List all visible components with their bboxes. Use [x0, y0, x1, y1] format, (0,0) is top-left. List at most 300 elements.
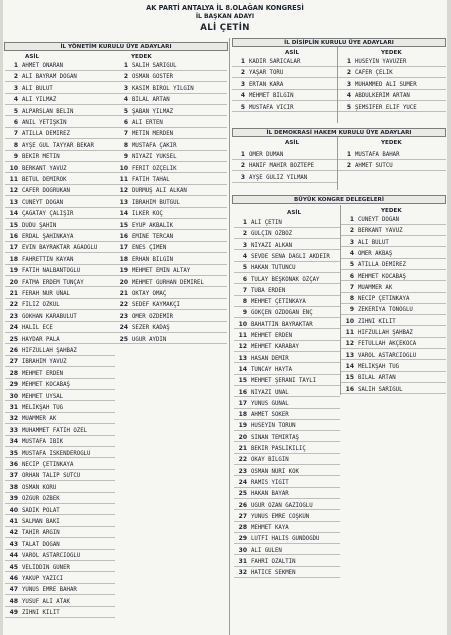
candidate-number: 27: [238, 512, 247, 520]
candidate-name: HIFZULLAH ŞAHBAZ: [358, 330, 413, 336]
candidate-number: 24: [119, 324, 128, 332]
il-yonetim-asil-row: [5, 73, 115, 82]
buyuk-kongre-asil-row: [234, 434, 340, 443]
candidate-name: CAFER ÇELİK: [355, 70, 393, 77]
buyuk-kongre-yedek-row: [341, 318, 446, 327]
candidate-number: 13: [238, 354, 247, 362]
buyuk-kongre-yedek-row: [341, 261, 446, 270]
kongre-column-divider: [340, 205, 341, 395]
candidate-name: HÜSEYİN TORUN: [251, 423, 296, 430]
candidate-name: MEHMET KOCABAŞ: [22, 382, 70, 389]
il-yonetim-asil-row: [5, 187, 115, 196]
buyuk-kongre-asil-row: [234, 468, 340, 477]
candidate-name: MUSTAFA ÇAKIR: [132, 142, 177, 149]
buyuk-kongre-yedek-row: [341, 216, 446, 225]
candidate-number: 17: [238, 399, 247, 407]
candidate-number: 1: [123, 62, 128, 69]
candidate-name: ZİHNİ KİLİT: [358, 318, 396, 325]
candidate-name: OKTAY OMAÇ: [132, 291, 167, 297]
candidate-number: 44: [9, 552, 18, 560]
candidate-name: MEHMET BİLGİN: [249, 93, 294, 100]
candidate-name: ERDAL ŞAHİNKAYA: [22, 234, 74, 240]
candidate-name: YUNUS GÜNAL: [251, 400, 289, 407]
candidate-number: 4: [123, 96, 128, 104]
candidate-number: 2: [349, 227, 354, 235]
candidate-number: 9: [242, 309, 247, 317]
il-yonetim-yedek-row: [115, 62, 227, 71]
buyuk-kongre-asil-row: [234, 502, 340, 511]
candidate-name: CÜNEYT DOĞAN: [358, 217, 400, 223]
candidate-number: 23: [238, 467, 247, 475]
buyuk-kongre-asil-row: [234, 287, 340, 296]
buyuk-kongre-yedek-row: [341, 250, 446, 259]
candidate-number: 2: [123, 73, 128, 81]
il-yonetim-asil-row: [5, 484, 115, 493]
candidate-number: 11: [238, 332, 247, 339]
buyuk-kongre-asil-row: [234, 321, 340, 330]
candidate-name: TAHİR ARGIN: [22, 530, 60, 537]
candidate-number: 13: [345, 351, 354, 359]
buyuk-kongre-asil-row: [234, 230, 340, 239]
buyuk-kongre-asil-row: [234, 343, 340, 352]
il-disiplin-asil-label: ASİL: [285, 50, 300, 56]
candidate-number: 12: [119, 187, 128, 195]
candidate-number: 1: [242, 219, 247, 226]
il-yonetim-yedek-row: [115, 279, 227, 288]
candidate-name: METİN MERDEN: [132, 131, 174, 138]
candidate-name: SEZER KADAŞ: [132, 325, 170, 332]
candidate-number: 4: [242, 252, 247, 260]
candidate-number: 13: [9, 198, 18, 206]
candidate-number: 40: [9, 506, 18, 514]
candidate-number: 46: [9, 575, 18, 582]
il-yonetim-asil-row: [5, 176, 115, 185]
buyuk-kongre-asil-label: ASİL: [287, 210, 302, 216]
candidate-name: BERKANT YAVUZ: [358, 228, 403, 235]
buyuk-kongre-asil-row: [234, 411, 340, 420]
il-yonetim-asil-row: [5, 233, 115, 242]
candidate-name: TUBA ERDEN: [251, 287, 286, 294]
candidate-name: FATİH TAHAL: [132, 177, 170, 183]
candidate-name: MEHMET KOCABAŞ: [358, 273, 406, 280]
il-yonetim-asil-row: [5, 96, 115, 105]
il-demokrasi-title: İL DEMOKRASİ HAKEM KURULU ÜYE ADAYLARI: [232, 128, 446, 137]
candidate-number: 41: [9, 518, 18, 525]
candidate-number: 36: [9, 461, 18, 468]
il-yonetim-yedek-row: [115, 96, 227, 105]
candidate-name: TALAT DOĞAN: [22, 541, 60, 548]
candidate-number: 43: [9, 540, 18, 548]
il-yonetim-asil-row: [5, 370, 115, 379]
candidate-name: EYÜP AKBALIK: [132, 222, 174, 229]
candidate-name: ALİ BULUT: [358, 239, 389, 246]
il-yonetim-asil-row: [5, 529, 115, 538]
buyuk-kongre-asil-row: [234, 355, 340, 364]
candidate-number: 2: [13, 73, 18, 81]
il-yonetim-asil-row: [5, 564, 115, 573]
il-demokrasi-yedek-label: YEDEK: [381, 140, 402, 146]
president-section-title: İL BAŞKAN ADAYI: [195, 13, 255, 20]
candidate-name: ZEKERİYA TONOĞLU: [358, 307, 413, 314]
candidate-number: 21: [119, 290, 128, 297]
candidate-number: 17: [119, 244, 128, 252]
candidate-number: 14: [345, 362, 354, 370]
candidate-name: İBRAHİM YAVUZ: [22, 359, 67, 366]
congress-title: AK PARTİ ANTALYA İL 8.OLAĞAN KONGRESİ: [146, 4, 304, 12]
il-yonetim-asil-row: [5, 404, 115, 413]
candidate-name: ANIL YETİŞKİN: [22, 120, 67, 126]
il-yonetim-yedek-row: [115, 119, 227, 128]
candidate-name: BİLAL ARTAN: [358, 375, 396, 382]
candidate-number: 5: [123, 107, 128, 115]
candidate-name: CÜNEYT DOĞAN: [22, 199, 64, 206]
candidate-number: 38: [9, 483, 18, 491]
candidate-number: 37: [9, 472, 18, 480]
il-yonetim-asil-row: [5, 210, 115, 219]
candidate-name: TÜLAY BEŞKONAK ÖZÇAY: [251, 276, 320, 283]
candidate-number: 21: [238, 445, 247, 452]
candidate-name: HAKAN BAYAR: [251, 491, 289, 498]
candidate-name: CAFER DOĞRUKAN: [22, 188, 70, 195]
candidate-number: 31: [238, 558, 247, 565]
il-yonetim-asil-row: [5, 153, 115, 162]
candidate-name: YUNUS EMRE COŞKUN: [251, 513, 310, 520]
il-disiplin-yedek-row: [338, 81, 446, 90]
il-yonetim-yedek-row: [115, 176, 227, 185]
il-disiplin-title: İL DİSİPLİN KURULU ÜYE ADAYLARI: [232, 38, 446, 47]
il-yonetim-asil-row: [5, 450, 115, 459]
candidate-name: YAKUP YAZICI: [22, 576, 64, 582]
il-disiplin-yedek-row: [338, 69, 446, 78]
il-yonetim-asil-row: [5, 575, 115, 584]
candidate-number: 1: [346, 58, 351, 65]
candidate-number: 18: [119, 255, 128, 263]
candidate-number: 25: [238, 490, 247, 498]
candidate-number: 5: [13, 107, 18, 115]
il-yonetim-asil-row: [5, 119, 115, 128]
candidate-name: ÖZGÜR ÖZBEK: [22, 496, 60, 503]
candidate-name: BAHATTİN BAYRAKTAR: [251, 321, 313, 328]
candidate-name: FİLİZ ÖZKUL: [22, 302, 60, 309]
candidate-number: 22: [9, 301, 18, 309]
buyuk-kongre-asil-row: [234, 445, 340, 454]
buyuk-kongre-asil-row: [234, 456, 340, 465]
candidate-number: 6: [349, 272, 354, 280]
il-yonetim-asil-row: [5, 552, 115, 561]
il-yonetim-asil-row: [5, 461, 115, 470]
candidate-number: 20: [119, 278, 128, 286]
candidate-name: NİYAZİ YÜKSEL: [132, 154, 177, 161]
candidate-name: İBRAHİM BUTGÜL: [132, 199, 180, 206]
candidate-number: 9: [13, 153, 18, 161]
candidate-name: ÖMER ÖZDEMİR: [132, 313, 174, 320]
il-yonetim-yedek-row: [115, 153, 227, 162]
candidate-name: ALİ YILMAZ: [22, 97, 57, 104]
il-yonetim-yedek-row: [115, 313, 227, 322]
candidate-name: YUNUS EMRE BAHAR: [22, 587, 77, 594]
candidate-number: 7: [349, 283, 354, 291]
candidate-number: 14: [119, 210, 128, 218]
candidate-name: HASAN DEMİR: [251, 355, 289, 362]
candidate-name: GÜLÇİN ÖZBOZ: [251, 231, 293, 238]
candidate-number: 8: [242, 298, 247, 306]
candidate-name: FATMA ERDEM TUNÇAY: [22, 279, 84, 286]
candidate-number: 11: [119, 176, 128, 183]
il-yonetim-yedek-row: [115, 187, 227, 196]
candidate-name: OKAY BİLGİN: [251, 457, 289, 464]
candidate-number: 25: [9, 335, 18, 343]
il-yonetim-yedek-row: [115, 267, 227, 276]
president-name: ALİ ÇETİN: [200, 23, 250, 33]
candidate-number: 31: [9, 404, 18, 411]
il-demokrasi-asil-row: [232, 174, 337, 183]
candidate-number: 17: [9, 244, 18, 252]
candidate-name: SADIK POLAT: [22, 507, 60, 514]
il-yonetim-asil-row: [5, 415, 115, 424]
center-divider: [229, 38, 230, 635]
il-disiplin-asil-row: [232, 81, 337, 90]
candidate-number: 3: [242, 241, 247, 249]
il-yonetim-yedek-row: [115, 165, 227, 174]
buyuk-kongre-asil-row: [234, 479, 340, 488]
candidate-name: ŞEMSİFER ELİF YÜCE: [355, 104, 417, 111]
candidate-name: FERAH NUR ÜNAL: [22, 291, 70, 297]
il-yonetim-asil-row: [5, 267, 115, 276]
buyuk-kongre-asil-row: [234, 400, 340, 409]
candidate-number: 28: [238, 524, 247, 532]
candidate-name: HALİL ECE: [22, 325, 53, 332]
il-yonetim-asil-row: [5, 381, 115, 390]
candidate-name: SALMAN BAKİ: [22, 519, 60, 525]
candidate-name: HATİCE SEKMEN: [251, 570, 296, 577]
candidate-number: 29: [238, 535, 247, 543]
candidate-name: VELİDDİN GÜNER: [22, 564, 70, 571]
candidate-name: MUSTAFA VİCİR: [249, 104, 294, 111]
candidate-number: 6: [13, 119, 18, 126]
candidate-name: EVİN BAYRAKTAR AĞAOĞLU: [22, 245, 98, 252]
buyuk-kongre-asil-row: [234, 389, 340, 398]
candidate-number: 25: [119, 335, 128, 343]
candidate-name: ERHAN BİLGİN: [132, 256, 174, 263]
il-yonetim-yedek-label: YEDEK: [131, 54, 152, 60]
candidate-name: AHMET SÖKER: [251, 412, 289, 419]
candidate-name: FAHRETTİN KAYAN: [22, 256, 74, 263]
candidate-name: MEHMET ÇETİNKAYA: [251, 299, 306, 306]
il-yonetim-asil-row: [5, 393, 115, 402]
candidate-name: SALİH SARIGÜL: [358, 386, 403, 393]
il-yonetim-asil-row: [5, 427, 115, 436]
candidate-number: 15: [238, 377, 247, 385]
candidate-name: EMİNE TERCAN: [132, 234, 174, 240]
buyuk-kongre-yedek-row: [341, 386, 446, 395]
candidate-name: ORHAN TALİP SÜTCÜ: [22, 473, 81, 480]
il-demokrasi-asil-row: [232, 162, 337, 171]
candidate-name: LÜTFİ HALİS GÜNDOĞDU: [251, 536, 320, 543]
candidate-name: MUAMMER AK: [22, 416, 57, 423]
candidate-number: 10: [345, 317, 354, 325]
candidate-number: 1: [13, 62, 18, 69]
candidate-name: UĞUR OZAN GAZİOĞLU: [251, 502, 313, 509]
candidate-number: 9: [123, 153, 128, 161]
candidate-name: HAYDAR PALA: [22, 336, 60, 343]
buyuk-kongre-asil-row: [234, 558, 340, 567]
candidate-number: 14: [9, 210, 18, 218]
candidate-name: ŞABAN YILMAZ: [132, 108, 174, 115]
candidate-name: AHMET SÜTCÜ: [355, 163, 393, 170]
candidate-number: 9: [349, 306, 354, 314]
buyuk-kongre-asil-row: [234, 264, 340, 273]
candidate-name: ABDULKERİM ARTAN: [355, 93, 410, 100]
il-yonetim-asil-row: [5, 130, 115, 139]
candidate-number: 26: [238, 501, 247, 509]
buyuk-kongre-asil-row: [234, 490, 340, 499]
candidate-name: MEHMET KARABAY: [251, 344, 299, 351]
il-yonetim-yedek-row: [115, 336, 227, 345]
buyuk-kongre-asil-row: [234, 547, 340, 556]
candidate-number: 2: [242, 230, 247, 238]
candidate-number: 19: [9, 267, 18, 275]
candidate-number: 12: [238, 343, 247, 351]
il-yonetim-asil-row: [5, 222, 115, 231]
buyuk-kongre-asil-row: [234, 253, 340, 262]
candidate-name: MELİKŞAH TUĞ: [358, 363, 400, 370]
candidate-name: BİLAL ARTAN: [132, 97, 170, 104]
candidate-name: MEHMET ERDEN: [22, 370, 64, 377]
buyuk-kongre-asil-row: [234, 219, 340, 228]
candidate-name: HAKAN TÜTÜNCÜ: [251, 265, 296, 272]
candidate-name: VAROL ASTARCIOĞLU: [358, 352, 417, 359]
candidate-number: 3: [349, 238, 354, 246]
candidate-number: 10: [9, 164, 18, 172]
candidate-number: 3: [240, 80, 245, 88]
candidate-name: MELİKŞAH TUĞ: [22, 405, 64, 411]
candidate-name: ERTAN KARA: [249, 81, 284, 88]
candidate-number: 1: [349, 216, 354, 223]
candidate-name: MUSTAFA BAHAR: [355, 152, 400, 158]
candidate-number: 5: [240, 103, 245, 111]
candidate-name: MUHAMMET FATİH ÖZEL: [22, 427, 88, 434]
buyuk-kongre-yedek-row: [341, 329, 446, 338]
candidate-number: 30: [238, 546, 247, 554]
il-yonetim-asil-row: [5, 586, 115, 595]
disiplin-column-divider: [337, 47, 338, 123]
candidate-number: 8: [13, 141, 18, 149]
il-yonetim-asil-row: [5, 256, 115, 265]
buyuk-kongre-yedek-row: [341, 295, 446, 304]
candidate-name: ALİ ERTEN: [132, 120, 163, 126]
candidate-name: FETULLAH AKÇEKOCA: [358, 341, 417, 348]
il-demokrasi-asil-row: [232, 151, 337, 160]
candidate-number: 47: [9, 586, 18, 594]
candidate-name: İLKER KOÇ: [132, 211, 163, 218]
candidate-name: MEHMET KAYA: [251, 525, 289, 532]
candidate-name: FAHRİ ÖZALTIN: [251, 559, 296, 565]
il-yonetim-yedek-row: [115, 244, 227, 253]
candidate-name: SALİH SARIGÜL: [132, 63, 177, 69]
candidate-name: BEKİR METİN: [22, 154, 60, 161]
candidate-number: 14: [238, 365, 247, 373]
il-yonetim-asil-row: [5, 609, 115, 618]
candidate-name: BERKANT YAVUZ: [22, 165, 67, 172]
il-disiplin-yedek-row: [338, 104, 446, 113]
candidate-number: 12: [345, 340, 354, 348]
candidate-number: 24: [9, 324, 18, 332]
candidate-number: 48: [9, 597, 18, 605]
il-yonetim-yedek-row: [115, 73, 227, 82]
il-yonetim-yedek-row: [115, 324, 227, 333]
il-yonetim-asil-row: [5, 108, 115, 117]
candidate-number: 32: [9, 415, 18, 423]
candidate-name: ÖMER AKBAŞ: [358, 250, 393, 257]
buyuk-kongre-asil-row: [234, 366, 340, 375]
candidate-name: HANİF MAHİR BOZTEPE: [249, 163, 315, 170]
il-yonetim-asil-row: [5, 347, 115, 356]
candidate-number: 23: [119, 312, 128, 320]
candidate-number: 22: [238, 456, 247, 464]
candidate-number: 49: [9, 609, 18, 617]
candidate-name: HIFZULLAH ŞAHBAZ: [22, 348, 77, 354]
candidate-number: 21: [9, 290, 18, 297]
il-disiplin-yedek-row: [338, 92, 446, 101]
il-yonetim-asil-row: [5, 313, 115, 322]
il-yonetim-yedek-row: [115, 290, 227, 299]
candidate-name: SEDEF KAYMAKÇI: [132, 302, 180, 309]
il-yonetim-asil-row: [5, 279, 115, 288]
candidate-number: 6: [242, 275, 247, 283]
candidate-name: ALİ GÜLEN: [251, 547, 282, 554]
candidate-name: OSMAN GÖSTER: [132, 74, 174, 81]
il-yonetim-asil-row: [5, 199, 115, 208]
candidate-name: MEHMET GÜRHAN DEMİREL: [132, 279, 204, 286]
candidate-number: 16: [9, 233, 18, 240]
il-yonetim-asil-row: [5, 336, 115, 345]
buyuk-kongre-asil-row: [234, 332, 340, 341]
candidate-name: ALİ ÇETİN: [251, 220, 282, 226]
candidate-name: OSMAN KORU: [22, 484, 57, 491]
candidate-name: KASIM BİROL YILGIN: [132, 85, 194, 92]
candidate-number: 27: [9, 358, 18, 366]
demokrasi-column-divider: [337, 137, 338, 190]
candidate-number: 45: [9, 563, 18, 571]
candidate-number: 7: [242, 286, 247, 294]
candidate-number: 16: [345, 385, 354, 393]
candidate-name: VAROL ASTARCIOĞLU: [22, 553, 81, 560]
candidate-name: OSMAN NURİ KÖK: [251, 468, 299, 475]
il-demokrasi-yedek-row: [338, 151, 446, 160]
candidate-name: ENES ÇİMEN: [132, 245, 167, 252]
candidate-name: ÖMER DUMAN: [249, 152, 284, 158]
candidate-number: 7: [13, 130, 18, 138]
candidate-number: 2: [240, 69, 245, 77]
buyuk-kongre-yedek-row: [341, 284, 446, 293]
candidate-number: 5: [346, 103, 351, 111]
il-yonetim-asil-row: [5, 507, 115, 516]
il-disiplin-yedek-label: YEDEK: [381, 50, 402, 56]
buyuk-kongre-asil-row: [234, 309, 340, 318]
il-yonetim-asil-row: [5, 472, 115, 481]
candidate-name: ALİ BAYRAM DOĞAN: [22, 74, 77, 81]
candidate-name: MEHMET ŞERANİ TAYLI: [251, 378, 317, 385]
il-yonetim-yedek-row: [115, 199, 227, 208]
candidate-number: 30: [9, 392, 18, 400]
buyuk-kongre-asil-row: [234, 276, 340, 285]
candidate-number: 3: [346, 80, 351, 88]
candidate-name: GÖKHAN KARABULUT: [22, 313, 77, 320]
il-yonetim-asil-row: [5, 518, 115, 527]
candidate-name: MEHMET ERDEN: [251, 333, 293, 339]
candidate-number: 8: [349, 295, 354, 303]
il-yonetim-yedek-row: [115, 85, 227, 94]
